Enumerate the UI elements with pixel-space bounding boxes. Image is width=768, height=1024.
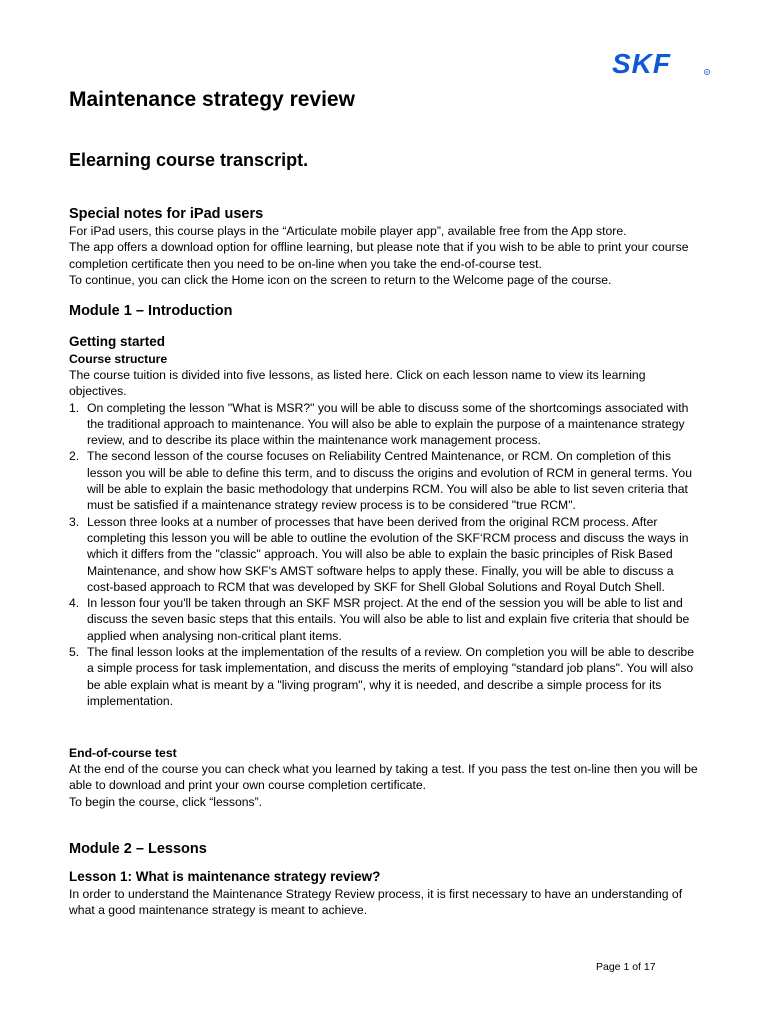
begin-course-text: To begin the course, click “lessons”. [69, 794, 263, 809]
page-number: Page 1 of 17 [596, 961, 656, 973]
ipad-notes-heading: Special notes for iPad users [69, 206, 264, 222]
getting-started-heading: Getting started [69, 334, 166, 349]
module1-section [69, 302, 699, 320]
ipad-note-line: To continue, you can click the Home icon on the screen to return to the Welcome page of the course. [69, 272, 612, 287]
page-title: Maintenance strategy review [69, 88, 355, 111]
end-of-course-test-heading: End-of-course test [69, 746, 177, 760]
end-of-course-test-text: At the end of the course you can check what you learned by taking a test. If you pass the test on-line then you will be able to download and print your own course completion certificate. [69, 762, 698, 793]
lesson-list [69, 400, 699, 710]
list-item: 5. The final lesson looks at the implementation of the results of a review. On completion you will be able to describe a simple process for task implementation, and discuss the merits of employing "standard job plans". You will also be able explain what is meant by a "living program", why it is needed, and describe a simple process for its implementation. [69, 645, 694, 708]
list-item: 3. Lesson three looks at a number of processes that have been derived from the original RCM process. After completing this lesson you will be able to outline the evolution of the SKF‘RCM process and discuss the ways in which it differs from the "classic" approach. You will also be able to explain the basic principles of Risk Based Maintenance, and show how SKF's AMST software helps to apply these. Finally, you will be able to discuss a cost-based approach to RCM that was developed by SKF for Shell Global Solutions and Royal Dutch Shell. [69, 514, 689, 594]
ipad-note-line: The app offers a download option for offline learning, but please note that if you wish to be able to print your course completion certificate then you need to be on-line when you take the end-of-course test. [69, 240, 689, 271]
list-item-text: In lesson four you'll be taken through an SKF MSR project. At the end of the session you will be able to list and discuss the seven basic steps that this entails. You will also be able to list and explain five criteria that should be applied when analysing non-critical plant items. [87, 596, 690, 643]
course-structure-heading: Course structure [69, 352, 168, 366]
svg-text:R: R [705, 70, 709, 75]
ipad-note-line: For iPad users, this course plays in the “Articulate mobile player app”, available free from the App store. [69, 224, 627, 238]
module1-heading: Module 1 – Introduction [69, 303, 233, 319]
module2-section [69, 840, 699, 858]
list-item-text: Lesson three looks at a number of processes that have been derived from the original RCM process. After completing this lesson you will be able to outline the evolution of the SKF‘RCM process and discuss the ways in which it differs from the "classic" approach. You will also be able to explain the basic principles of Risk Based Maintenance, and show how SKF's AMST software helps to apply these. Finally, you will be able to discuss a cost-based approach to RCM that was developed by SKF for Shell Global Solutions and Royal Dutch Shell. [87, 514, 689, 594]
skf-logo [612, 50, 712, 78]
document-body [69, 86, 699, 918]
list-item: 1. On completing the lesson "What is MSR?" you will be able to discuss some of the shortcomings associated with the traditional approach to maintenance. You will also be able to explain the purpose of a maintenance strategy review, and to describe its place within the maintenance work management process. [69, 400, 689, 448]
module2-heading: Module 2 – Lessons [69, 841, 207, 857]
list-item-text: The second lesson of the course focuses on Reliability Centred Maintenance, or RCM. On completion of this lesson you will be able to define this term, and to discuss the origins and evolution of RCM in general terms. You will be able to explain the basic methodology that underpins RCM. You will also be able to list seven criteria that must be satisfied if a maintenance strategy review process is to be considered "true RCM". [87, 449, 692, 513]
skf-logo-text: SKF [612, 50, 671, 78]
page-subtitle: Elearning course transcript. [69, 150, 309, 170]
course-structure-intro: The course tuition is divided into five lessons, as listed here. Click on each lesson name to view its learning objectives. [69, 368, 646, 399]
end-of-course-test-section [69, 745, 699, 810]
list-item-text: The final lesson looks at the implementation of the results of a review. On completion you will be able to describe a simple process for task implementation, and discuss the merits of employing "standard job plans". You will also be able explain what is meant by a "living program", why it is needed, and describe a simple process for its implementation. [87, 645, 694, 708]
lesson1-section [69, 868, 699, 919]
list-item: 4. In lesson four you'll be taken through an SKF MSR project. At the end of the session you will be able to list and discuss the seven basic steps that this entails. You will also be able to list and explain five criteria that should be applied when analysing non-critical plant items. [69, 596, 690, 643]
list-item-text: On completing the lesson "What is MSR?" you will be able to discuss some of the shortcomings associated with the traditional approach to maintenance. You will also be able to explain the purpose of a maintenance strategy review, and to describe its place within the maintenance work management process. [87, 400, 689, 448]
ipad-notes-section [69, 205, 699, 288]
getting-started-section [69, 333, 699, 709]
list-item: 2. The second lesson of the course focuses on Reliability Centred Maintenance, or RCM. On completion of this lesson you will be able to define this term, and to discuss the origins and evolution of RCM in general terms. You will be able to explain the basic methodology that underpins RCM. You will also be able to list seven criteria that must be satisfied if a maintenance strategy review process is to be considered "true RCM". [69, 449, 692, 513]
lesson1-text: In order to understand the Maintenance Strategy Review process, it is first necessary to have an understanding of what a good maintenance strategy is meant to achieve. [69, 887, 683, 918]
lesson1-heading: Lesson 1: What is maintenance strategy review? [69, 869, 381, 884]
